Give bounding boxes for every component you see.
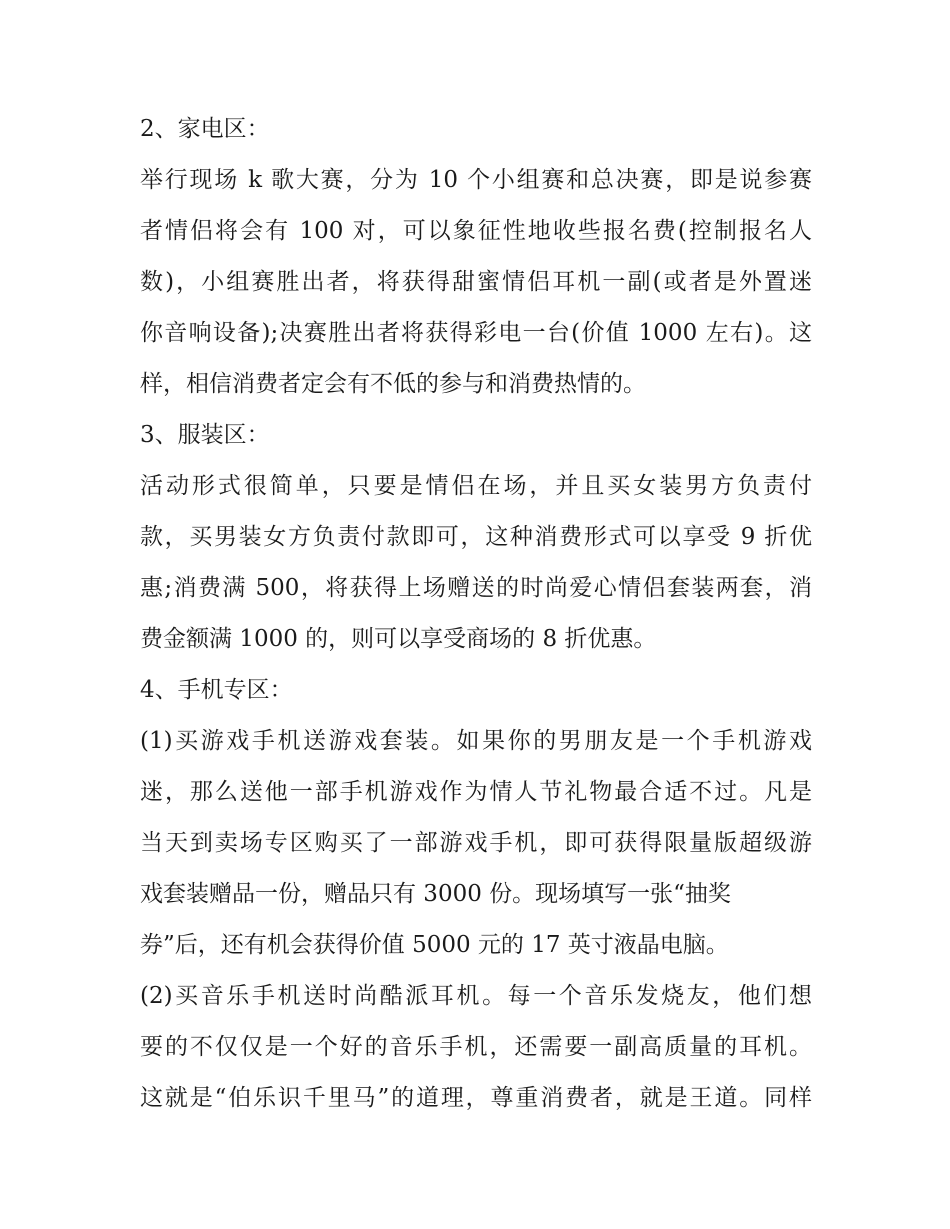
text-line: (2)买音乐手机送时尚酷派耳机。每一个音乐发烧友，他们想 xyxy=(140,983,812,1009)
text-line: 数)，小组赛胜出者，将获得甜蜜情侣耳机一副(或者是外置迷 xyxy=(140,269,812,295)
text-line: 要的不仅仅是一个好的音乐手机，还需要一副高质量的耳机。 xyxy=(140,1034,812,1060)
text-line: 费金额满 1000 的，则可以享受商场的 8 折优惠。 xyxy=(140,626,657,652)
text-line: 举行现场 k 歌大赛，分为 10 个小组赛和总决赛，即是说参赛 xyxy=(140,167,812,193)
text-line: 者情侣将会有 100 对，可以象征性地收些报名费(控制报名人 xyxy=(140,218,812,244)
text-line: 样，相信消费者定会有不低的参与和消费热情的。 xyxy=(140,371,646,397)
text-line: 当天到卖场专区购买了一部游戏手机，即可获得限量版超级游 xyxy=(140,830,812,856)
text-line: 戏套装赠品一份，赠品只有 3000 份。现场填写一张“抽奖 xyxy=(140,881,731,907)
text-line: 3、服装区： xyxy=(140,422,270,448)
text-line: 4、手机专区： xyxy=(140,677,293,703)
text-line: 惠;消费满 500，将获得上场赠送的时尚爱心情侣套装两套，消 xyxy=(140,575,812,601)
text-line: 迷，那么送他一部手机游戏作为情人节礼物最合适不过。凡是 xyxy=(140,779,812,805)
text-line: 款，买男装女方负责付款即可，这种消费形式可以享受 9 折优 xyxy=(140,524,812,550)
document-body xyxy=(140,104,812,1124)
text-line: 券”后，还有机会获得价值 5000 元的 17 英寸液晶电脑。 xyxy=(140,932,729,958)
text-line: 这就是“伯乐识千里马”的道理，尊重消费者，就是王道。同样 xyxy=(140,1085,812,1111)
text-line: 2、家电区： xyxy=(140,116,270,142)
text-line: 你音响设备);决赛胜出者将获得彩电一台(价值 1000 左右)。这 xyxy=(140,320,812,346)
text-line: (1)买游戏手机送游戏套装。如果你的男朋友是一个手机游戏 xyxy=(140,728,812,754)
text-line: 活动形式很简单，只要是情侣在场，并且买女装男方负责付 xyxy=(140,473,812,499)
